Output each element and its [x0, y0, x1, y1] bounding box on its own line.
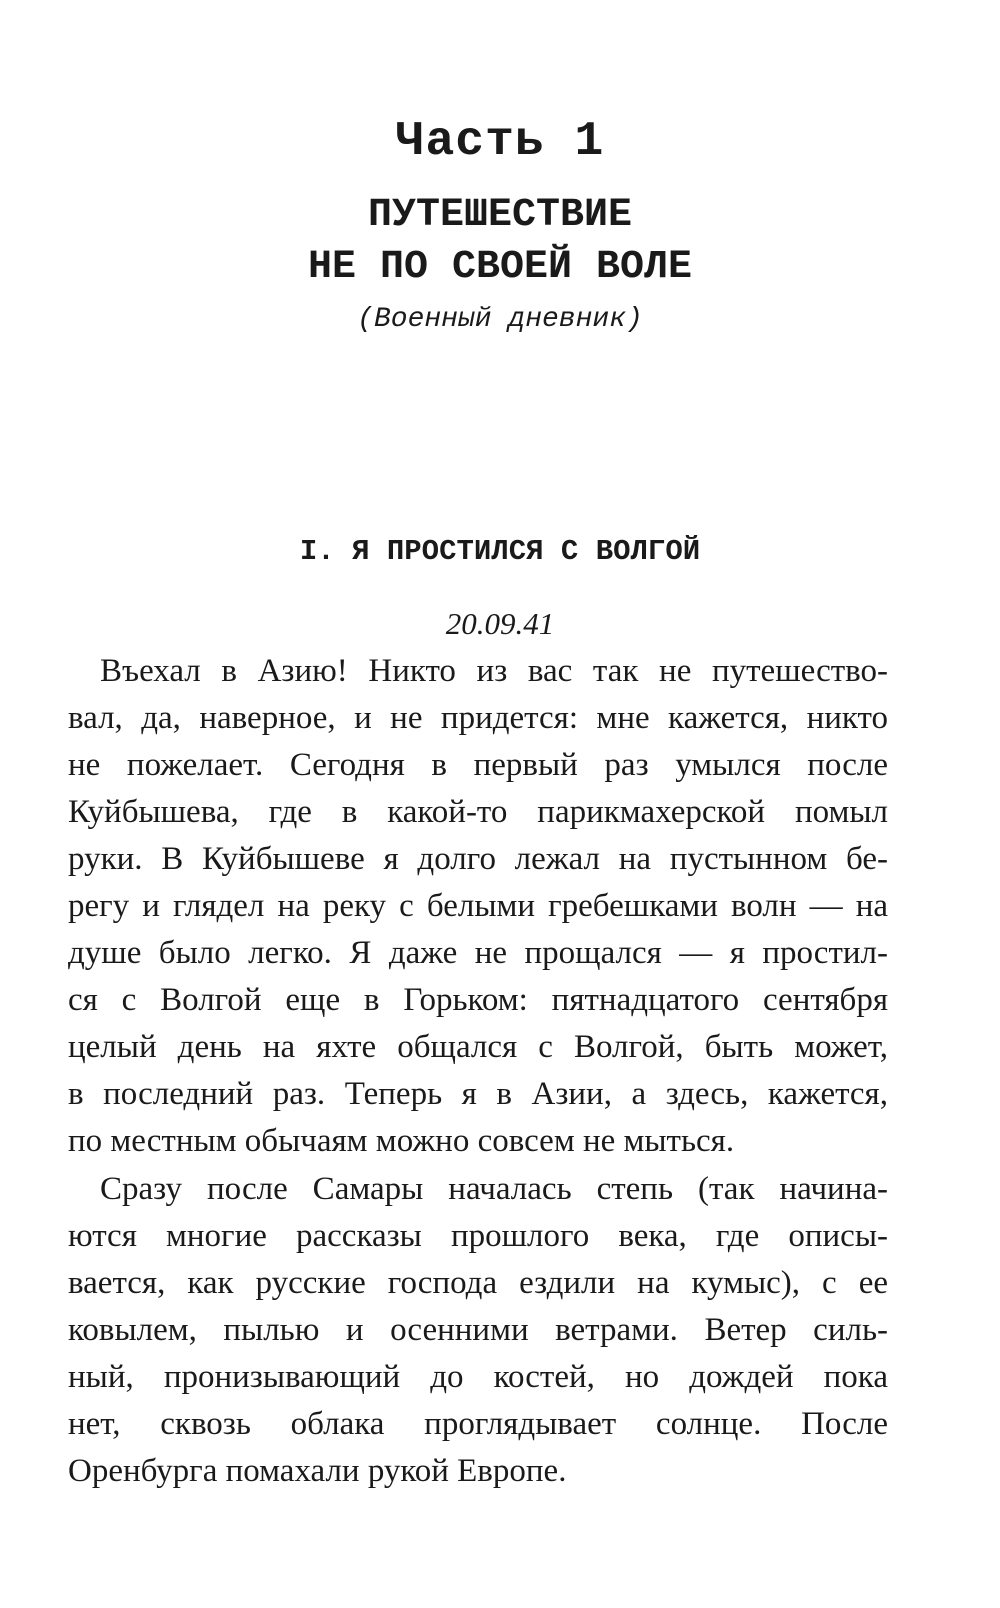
text-line: Сразу после Самары началась степь (так начина-: [100, 1171, 888, 1207]
text-line: Оренбурга помахали рукой Европе.: [68, 1453, 567, 1489]
part-label: Часть 1: [395, 115, 605, 169]
paragraph: [68, 1166, 888, 1495]
part-title: [0, 190, 1000, 294]
part-title-line: ПУТЕШЕСТВИЕ: [367, 193, 633, 238]
text-line: вается, как русские господа ездили на кумыс), с ее: [68, 1265, 888, 1301]
text-line: регу и глядел на реку с белыми гребешками волн — на: [68, 888, 888, 924]
text-line: Куйбышева, где в какой-то парикмахерской помыл: [68, 794, 888, 830]
text-line: руки. В Куйбышеве я долго лежал на пустынном бе-: [68, 841, 888, 877]
entry-date: 20.09.41: [445, 606, 555, 641]
text-line: в последний раз. Теперь я в Азии, а здесь, кажется,: [68, 1076, 888, 1112]
text-line: по местным обычаям можно совсем не мыться.: [68, 1123, 735, 1159]
text-line: ются многие рассказы прошлого века, где описы-: [68, 1218, 888, 1254]
part-title-line: НЕ ПО СВОЕЙ ВОЛЕ: [307, 245, 693, 290]
text-line: вал, да, наверное, и не придется: мне кажется, никто: [68, 700, 888, 736]
text-line: душе было легко. Я даже не прощался — я простил-: [68, 935, 888, 971]
text-line: ный, пронизывающий до костей, но дождей пока: [68, 1359, 888, 1395]
text-line: ся с Волгой еще в Горьком: пятнадцатого сентября: [68, 982, 888, 1018]
text-line: целый день на яхте общался с Волгой, быть может,: [68, 1029, 888, 1065]
chapter-title: I. Я ПРОСТИЛСЯ С ВОЛГОЙ: [299, 535, 701, 568]
text-line: Въехал в Азию! Никто из вас так не путешество-: [100, 653, 888, 689]
paragraph: [68, 648, 888, 1165]
text-line: ковылем, пылью и осенними ветрами. Ветер силь-: [68, 1312, 888, 1348]
text-line: нет, сквозь облака проглядывает солнце. После: [68, 1406, 888, 1442]
part-subtitle: (Военный дневник): [357, 304, 643, 335]
text-line: не пожелает. Сегодня в первый раз умылся после: [68, 747, 888, 783]
